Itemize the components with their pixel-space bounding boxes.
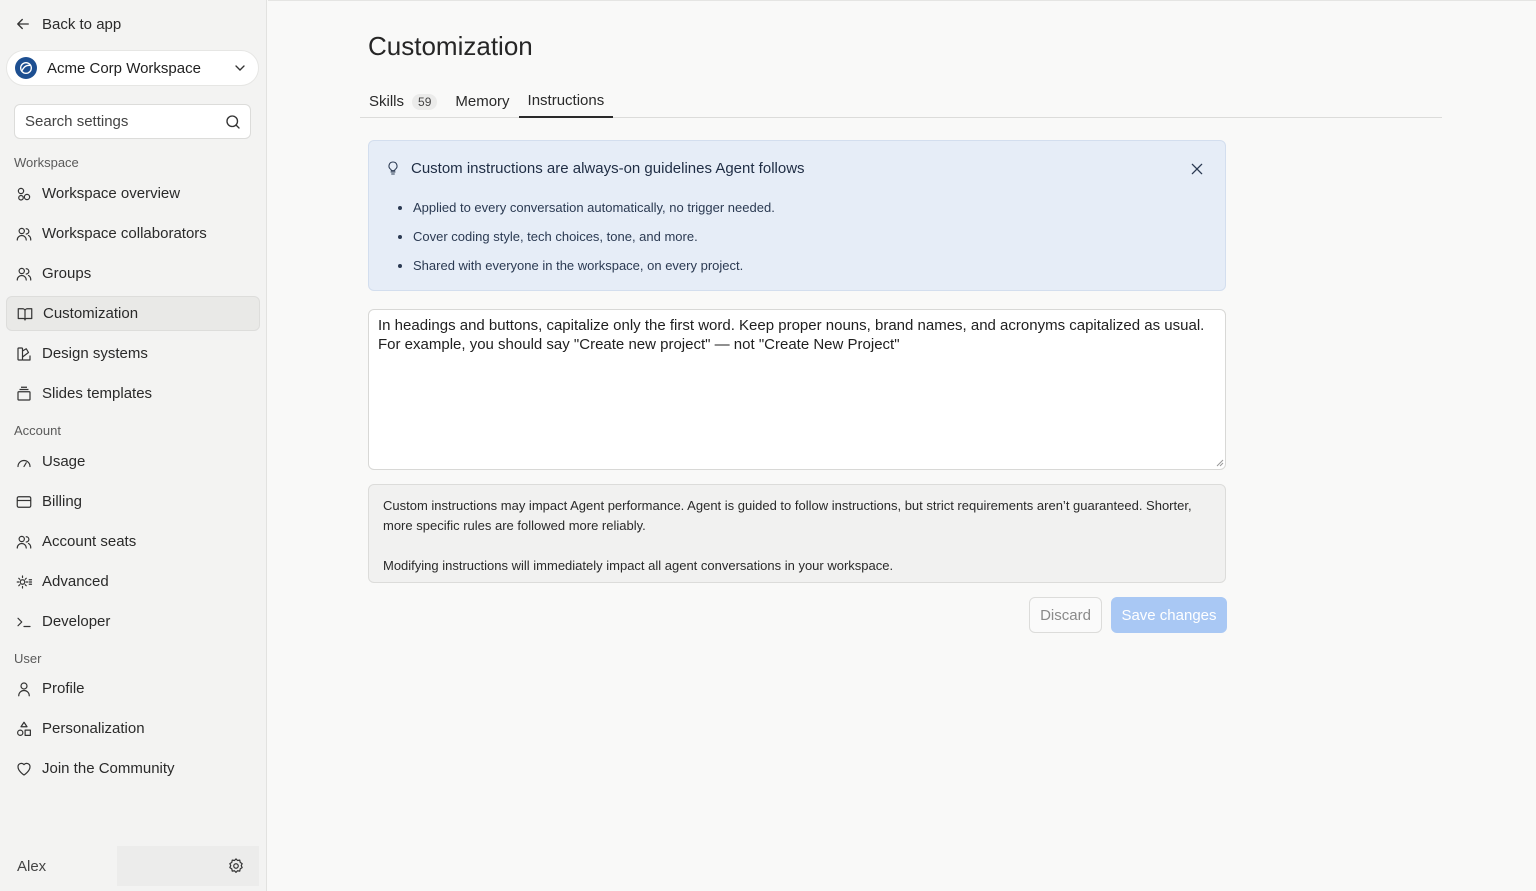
workspace-name: Acme Corp Workspace <box>47 59 201 77</box>
sidebar-item-label: Advanced <box>42 573 109 590</box>
tab-skills-label: Skills <box>369 93 405 110</box>
heart-icon <box>15 760 33 778</box>
close-icon[interactable] <box>1189 161 1205 177</box>
info-bullet: • Cover coding style, tech choices, tone, and more. <box>413 227 775 256</box>
advanced-gear-icon <box>15 573 33 591</box>
person-icon <box>15 680 33 698</box>
skills-count-badge: 59 <box>412 94 437 110</box>
arrow-left-icon <box>14 15 32 33</box>
info-heading <box>385 159 805 177</box>
sidebar-item-developer[interactable] <box>6 604 260 639</box>
info-bullet: • Applied to every conversation automatically, no trigger needed. <box>413 198 775 227</box>
slides-icon <box>15 385 33 403</box>
workspace-select[interactable] <box>6 50 259 86</box>
search-icon[interactable] <box>224 113 242 131</box>
gauge-icon <box>15 453 33 471</box>
discard-button[interactable]: Discard <box>1029 597 1102 633</box>
sidebar-item-billing[interactable] <box>6 484 260 519</box>
info-heading-text: Custom instructions are always-on guidelines Agent follows <box>411 159 805 177</box>
sidebar-item-personalization[interactable] <box>6 711 260 746</box>
sidebar-item-account-seats[interactable] <box>6 524 260 559</box>
instructions-note <box>368 484 1226 583</box>
terminal-icon <box>15 613 33 631</box>
sidebar-item-label: Groups <box>42 265 92 282</box>
tab-instructions[interactable] <box>519 85 614 118</box>
sidebar-item-label: Usage <box>42 453 86 470</box>
sidebar-item-design-systems[interactable] <box>6 336 260 371</box>
section-label-account: Account <box>14 423 61 438</box>
chevron-down-icon <box>232 60 248 76</box>
overview-icon <box>15 185 33 203</box>
page-title: Customization <box>368 31 533 61</box>
note-performance: Custom instructions may impact Agent performance. Agent is guided to follow instructions, but strict requirements aren’t guaranteed. Shorter, more specific rules are followed more reliably. <box>383 498 1192 533</box>
sidebar-item-label: Slides templates <box>42 385 153 402</box>
sidebar-item-label: Workspace collaborators <box>42 225 207 242</box>
search-settings-box <box>14 104 251 139</box>
sidebar <box>0 0 267 891</box>
sidebar-item-join-community[interactable] <box>6 751 260 786</box>
tab-memory-label: Memory <box>455 93 510 110</box>
sidebar-item-label: Workspace overview <box>42 185 181 202</box>
sidebar-item-label: Personalization <box>42 720 145 737</box>
instructions-info-box <box>368 140 1226 291</box>
users-icon <box>15 225 33 243</box>
users-icon <box>15 533 33 551</box>
back-to-app-link[interactable] <box>14 12 121 36</box>
tab-memory[interactable] <box>446 85 518 118</box>
section-label-workspace: Workspace <box>14 155 79 170</box>
book-icon <box>16 305 34 323</box>
sidebar-item-profile[interactable] <box>6 671 260 706</box>
sidebar-item-groups[interactable] <box>6 256 260 291</box>
sidebar-item-workspace-collaborators[interactable] <box>6 216 260 251</box>
card-icon <box>15 493 33 511</box>
sidebar-item-customization[interactable] <box>6 296 260 331</box>
sidebar-item-label: Join the Community <box>42 760 175 777</box>
tab-skills[interactable] <box>360 85 446 118</box>
sidebar-item-label: Billing <box>42 493 83 510</box>
users-icon <box>15 265 33 283</box>
info-bullets <box>413 198 775 285</box>
sidebar-item-workspace-overview[interactable] <box>6 176 260 211</box>
save-changes-button[interactable]: Save changes <box>1111 597 1227 633</box>
section-label-user: User <box>14 651 42 666</box>
sidebar-item-label: Account seats <box>42 533 137 550</box>
search-settings-input[interactable] <box>25 113 224 130</box>
sidebar-item-label: Profile <box>42 680 85 697</box>
user-settings-area <box>117 846 259 886</box>
workspace-logo-icon <box>15 57 37 79</box>
info-bullet: • Shared with everyone in the workspace, on every project. <box>413 256 775 285</box>
gear-icon[interactable] <box>227 857 245 875</box>
resize-handle-icon[interactable] <box>1216 459 1224 467</box>
sidebar-item-label: Developer <box>42 613 111 630</box>
lightbulb-icon <box>385 159 401 177</box>
shapes-icon <box>15 720 33 738</box>
design-icon <box>15 345 33 363</box>
instructions-textarea[interactable] <box>368 309 1226 470</box>
user-name[interactable]: Alex <box>8 846 117 886</box>
tab-instructions-label: Instructions <box>527 92 605 109</box>
note-impact: Modifying instructions will immediately impact all agent conversations in your workspace. <box>383 558 894 573</box>
main-content <box>268 0 1536 891</box>
tab-bar <box>360 85 1442 118</box>
sidebar-item-usage[interactable] <box>6 444 260 479</box>
sidebar-item-slides-templates[interactable] <box>6 376 260 411</box>
sidebar-item-label: Customization <box>43 305 139 322</box>
back-to-app-label: Back to app <box>42 15 122 33</box>
user-bar <box>8 846 259 886</box>
sidebar-item-advanced[interactable] <box>6 564 260 599</box>
sidebar-item-label: Design systems <box>42 345 148 362</box>
